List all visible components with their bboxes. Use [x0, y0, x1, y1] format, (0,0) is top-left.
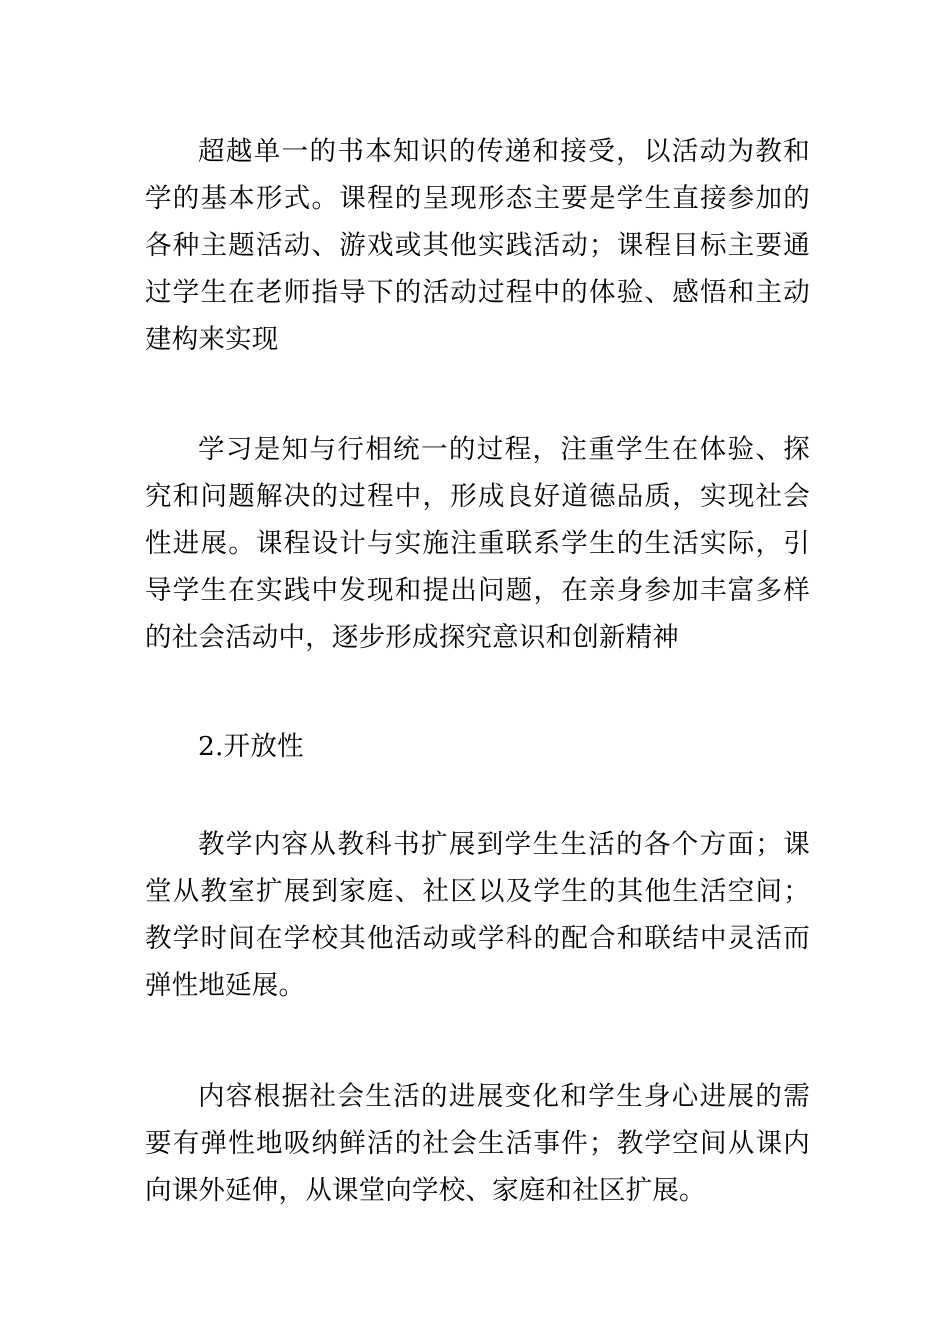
body-paragraph: 教学内容从教科书扩展到学生生活的各个方面；课堂从教室扩展到家庭、社区以及学生的其他生活空间；教学时间在学校其他活动或学科的配合和联结中灵活而弹性地延展。 — [145, 829, 810, 1001]
body-paragraph: 内容根据社会生活的进展变化和学生身心进展的需要有弹性地吸纳鲜活的社会生活事件；教学空间从课内向课外延伸，从课堂向学校、家庭和社区扩展。 — [145, 1081, 810, 1206]
section-heading: 2.开放性 — [198, 731, 304, 762]
body-paragraph: 学习是知与行相统一的过程，注重学生在体验、探究和问题解决的过程中，形成良好道德品质，实现社会性进展。课程设计与实施注重联系学生的生活实际，引导学生在实践中发现和提出问题，在亲身参加丰富多样的社会活动中，逐步形成探究意识和创新精神 — [145, 434, 810, 653]
body-paragraph: 超越单一的书本知识的传递和接受，以活动为教和学的基本形式。课程的呈现形态主要是学生直接参加的各种主题活动、游戏或其他实践活动；课程目标主要通过学生在老师指导下的活动过程中的体验、感悟和主动建构来实现 — [145, 136, 810, 355]
